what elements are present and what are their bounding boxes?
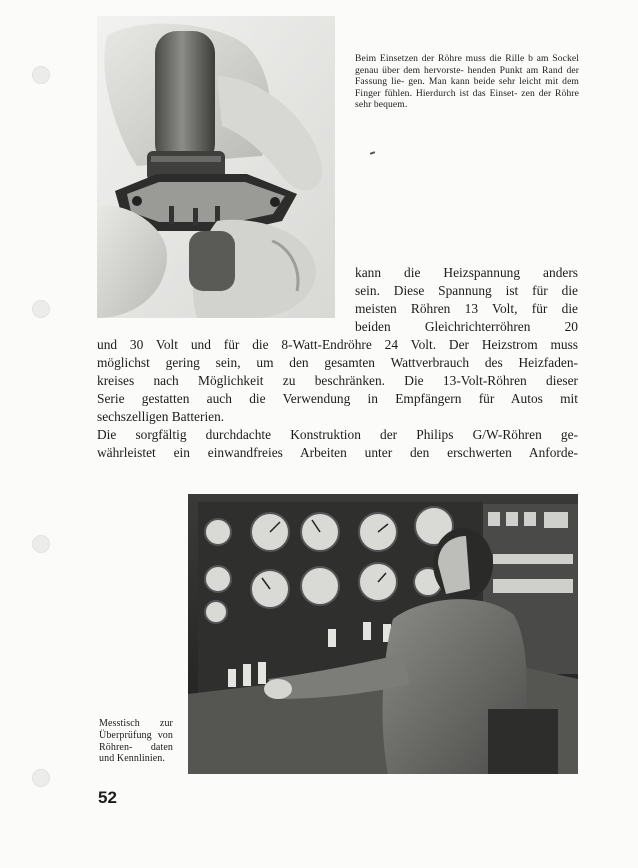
body-line: sein. Diese Spannung ist für die (355, 283, 578, 298)
body-line: und 30 Volt und für die 8-Watt-Endröhre 24 Volt. Der Heizstrom muss (97, 337, 578, 352)
body-line: beiden Gleichrichterröhren 20 (355, 319, 578, 334)
ink-speck (370, 151, 375, 155)
body-line: Die sorgfältig durchdachte Konstruktion der Philips G/W-Röhren ge- (97, 427, 578, 442)
body-line: sechszelligen Batterien. (97, 409, 225, 424)
bottom-photo-caption: Messtisch zur Überprüfung von Röhren- daten und Kennlinien. (99, 718, 173, 765)
top-photo-caption: Beim Einsetzen der Röhre muss die Rille b am Sockel genau über dem hervorste- henden Punkt am Rand der Fassung lie- gen. Man kann beide sehr leicht mit dem Finger fühlen. Hierdurch ist das Einset- zen der Röhre sehr bequem. (355, 53, 579, 111)
body-line: möglichst gering sein, um den gesamten Wattverbrauch des Heizfaden- (97, 355, 578, 370)
punch-hole (32, 535, 50, 553)
punch-hole (32, 769, 50, 787)
body-line: Serie gestatten auch die Verwendung in Empfängern für Autos mit (97, 391, 578, 406)
page-number: 52 (98, 788, 117, 807)
measuring-table-photo (188, 494, 578, 774)
body-line: währleistet ein einwandfreies Arbeiten unter den erschwerten Anforde- (97, 445, 578, 460)
body-line: kann die Heizspannung anders (355, 265, 578, 280)
tube-insertion-photo (97, 16, 335, 318)
body-line: kreises nach Möglichkeit zu beschränken. Die 13-Volt-Röhren dieser (97, 373, 578, 388)
punch-hole (32, 66, 50, 84)
body-line: meisten Röhren 13 Volt, für die (355, 301, 578, 316)
punch-hole (32, 300, 50, 318)
